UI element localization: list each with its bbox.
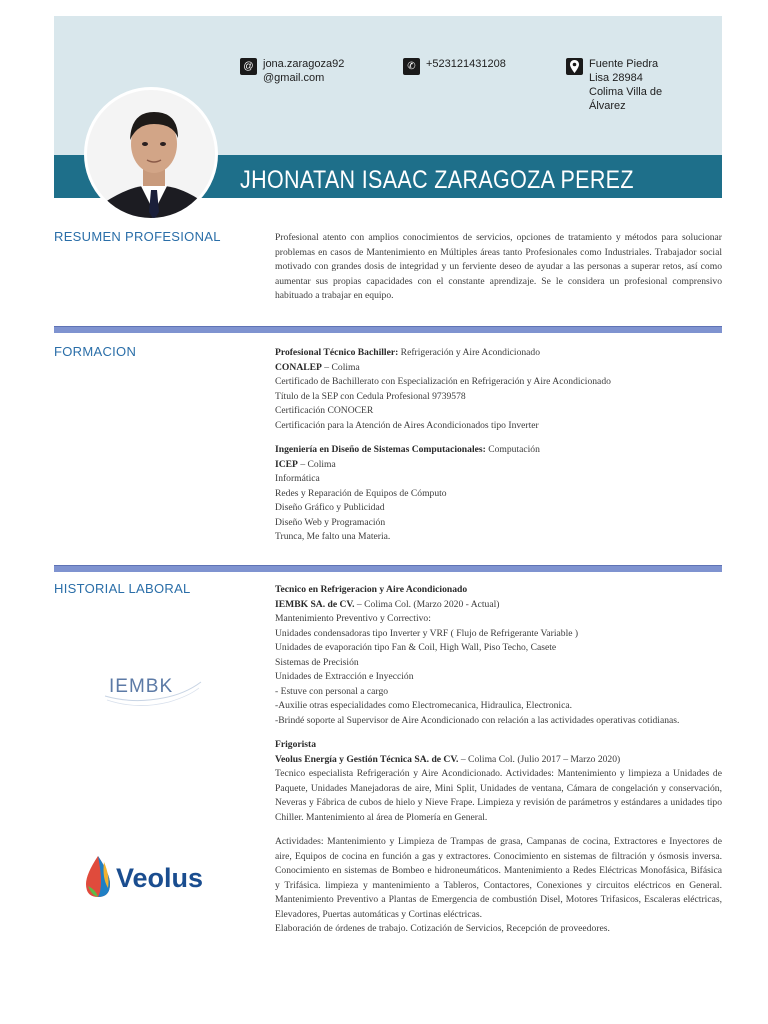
job-company xyxy=(275,753,722,768)
location-pin-icon xyxy=(566,58,583,75)
job-line: Mantenimiento Preventivo y Correctivo: xyxy=(275,613,431,624)
job-description: Actividades: Mantenimiento y Limpieza de Trampas de grasa, Campanas de cocina, Extractores e Inyectores de aire, Equipos de cocina en función a gas y extractores. Conocimiento en sistemas de filtración y ósmosis inversa. Conocimiento en sistemas de Bombeo e hidroneumáticos. Mantenimiento a Redes Eléctricas Monofásica, Bifásica y Trifásica. limpieza y mantenimiento a Tableros, Contactores, Conexiones y circuitos eléctricos en General. Mantenimiento Preventivo a Plantas de Emergencia de combustión Disel, Motores Trifasicos, Escaleras eléctricas, Elevadores, Puertas automáticas y Cortinas eléctricas. xyxy=(275,836,722,920)
job-line: - Estuve con personal a cargo xyxy=(275,685,389,697)
email-line-2: @gmail.com xyxy=(263,72,325,84)
school-name: CONALEP xyxy=(275,361,322,373)
degree-field: Refrigeración y Aire Acondicionado xyxy=(398,347,541,358)
section-divider xyxy=(54,326,722,333)
section-title-resumen: RESUMEN PROFESIONAL xyxy=(54,229,221,244)
address-line-3: Colima Villa de xyxy=(589,86,663,98)
section-title-historial: HISTORIAL LABORAL xyxy=(54,581,191,596)
job-line: Unidades de Extracción e Inyección xyxy=(275,671,414,682)
iembk-logo xyxy=(103,664,203,714)
education-item: Certificación para la Atención de Aires Acondicionados tipo Inverter xyxy=(275,419,539,431)
degree-title: Ingeniería en Diseño de Sistemas Computacionales: xyxy=(275,444,486,455)
school-name: ICEP xyxy=(275,458,298,470)
education-item: Título de la SEP con Cedula Profesional 9739578 xyxy=(275,390,466,402)
job-detail: – Colima Col. (Marzo 2020 - Actual) xyxy=(354,598,500,610)
email-line-1: jona.zaragoza92 xyxy=(263,58,345,70)
veolus-logo-text: Veolus xyxy=(116,863,204,893)
education-item: Diseño Web y Programación xyxy=(275,516,386,528)
education-item: Certificado de Bachillerato con Especialización en Refrigeración y Aire Acondicionado xyxy=(275,376,611,387)
resumen-text: Profesional atento con amplios conocimientos de servicios, opciones de tratamiento y métodos para solucionar problemas en casos de Mantenimiento en Múltiples áreas tanto Profesionales como Industriales. Trabajador social motivado con grandes dosis de integridad y un ferviente deseo de ayudar a las personas a superar retos, así como aumentar sus propias capacidades con el constante aprendizaje. Se le considera un profesional comprensivo habituado a trabajar en equipo. xyxy=(275,232,722,301)
at-icon: @ xyxy=(240,58,257,75)
address-line-1: Fuente Piedra xyxy=(589,58,659,70)
phone-number: +523121431208 xyxy=(426,58,506,70)
formacion-content xyxy=(275,346,722,545)
education-item: Diseño Gráfico y Publicidad xyxy=(275,502,385,513)
candidate-name: JHONATAN ISAAC ZARAGOZA PEREZ xyxy=(240,166,634,194)
school-place: – Colima xyxy=(321,361,360,373)
education-item: Trunca, Me falto una Materia. xyxy=(275,531,391,542)
job-description: Tecnico especialista Refrigeración y Aire Acondicionado. Actividades: Mantenimiento y limpieza a Unidades de Paquete, Unidades Manejadoras de aire, Mini Split, Unidades de ventana, Cámara de congelación y conservación, Neveras y Fábrica de cubos de hielo y Nieve Frape. Limpieza y revisión de parámetros y estándares a unidades tipo Chiller. Mantenimiento al área de Plomería en General. xyxy=(275,768,722,823)
job-title: Tecnico en Refrigeracion y Aire Acondicionado xyxy=(275,584,468,595)
address-line-2: Lisa 28984 xyxy=(589,72,643,84)
education-school xyxy=(275,458,722,473)
section-title-formacion: FORMACION xyxy=(54,344,137,359)
iembk-logo-text: IEMBK xyxy=(109,676,174,697)
education-entry-header xyxy=(275,443,722,458)
profile-photo xyxy=(84,87,218,221)
job-company xyxy=(275,598,722,613)
degree-title: Profesional Técnico Bachiller: xyxy=(275,347,399,358)
job-description: Elaboración de órdenes de trabajo. Cotización de Servicios, Recepción de proveedores. xyxy=(275,923,610,934)
company-name: IEMBK SA. de CV. xyxy=(275,598,355,610)
address-line-4: Álvarez xyxy=(589,100,626,112)
veolus-logo xyxy=(84,852,224,902)
job-line: -Auxilie otras especialidades como Electromecanica, Hidraulica, Electronica. xyxy=(275,700,573,711)
job-line: Unidades condensadoras tipo Inverter y VRF ( Flujo de Refrigerante Variable ) xyxy=(275,627,579,639)
job-line: -Brindé soporte al Supervisor de Aire Acondicionado con relación a las actividades operativas cotidianas. xyxy=(275,714,680,726)
education-item: Certificación CONOCER xyxy=(275,405,374,416)
education-school xyxy=(275,361,722,376)
phone-icon: ✆ xyxy=(403,58,420,75)
school-place: – Colima xyxy=(297,458,336,470)
education-item: Informática xyxy=(275,473,320,484)
job-title: Frigorista xyxy=(275,739,317,750)
job-line: Unidades de evaporación tipo Fan & Coil, High Wall, Piso Techo, Casete xyxy=(275,642,557,653)
historial-content xyxy=(275,583,722,937)
job-line: Sistemas de Precisión xyxy=(275,656,359,668)
company-name: Veolus Energía y Gestión Técnica SA. de CV. xyxy=(275,753,459,765)
job-detail: – Colima Col. (Julio 2017 – Marzo 2020) xyxy=(458,753,621,765)
degree-field: Computación xyxy=(485,444,540,455)
section-divider xyxy=(54,565,722,572)
education-entry-header xyxy=(275,346,722,361)
education-item: Redes y Reparación de Equipos de Cómputo xyxy=(275,487,447,499)
